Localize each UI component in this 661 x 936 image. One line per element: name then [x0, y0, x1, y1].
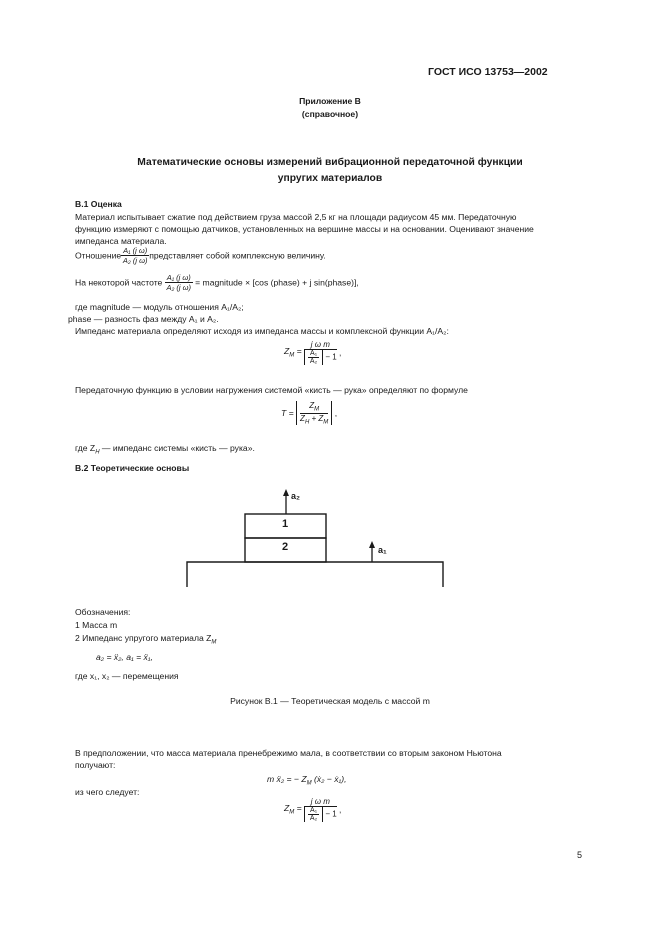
label-block1: 1	[282, 518, 289, 530]
formula-impedance-final: $Z_M$ = j ω m $\frac{\text{A₁}}{\text{A₂}}$ − 1 ,	[284, 797, 342, 822]
arrow-a1-head	[369, 541, 375, 548]
section1-paragraph-line2: функцию измеряют с помощью датчиков, установленных на вершине массы и на основании. Оценивают значение	[75, 224, 534, 234]
formula1-lhs: $Z_M$ =	[284, 346, 302, 359]
formula3-denominator: $\frac{\text{A₁}}{\text{A₂}}$ − 1	[304, 807, 337, 822]
formula1-numerator: j ω m	[304, 340, 337, 350]
appendix-subtitle: (справочное)	[301, 109, 359, 119]
legend-item-2: 2 Импеданс упругого материала $Z_M$	[75, 633, 217, 646]
formula-transfer: T = $\frac{Z_M}{Z_H + Z_M}$ ,	[281, 401, 338, 426]
section1-paragraph-line3: импеданса материала.	[75, 236, 167, 246]
section1-heading: В.1 Оценка	[75, 199, 122, 209]
theoretical-model-diagram	[180, 484, 450, 589]
label-a2: a₂	[291, 491, 301, 501]
newton-paragraph-line2: получают:	[75, 760, 116, 770]
transfer-text: Передаточную функцию в условии нагружения системой «кисть — рука» определяют по формуле	[75, 385, 468, 395]
freq-denominator: A₂ (j ω)	[166, 283, 192, 292]
freq-numerator: A₁ (j ω)	[166, 273, 191, 282]
newton-paragraph-line1: В предположении, что масса материала пренебрежимо мала, в соответствии со вторым законом Ньютона	[75, 748, 502, 758]
ratio-fraction	[121, 246, 149, 265]
newton-equation: m ẍ₂ = − $Z_M$ (ẋ₂ − ẋ₁),	[267, 774, 347, 787]
follows-text: из чего следует:	[75, 787, 140, 797]
where-displacements: где x₁, x₂ — перемещения	[75, 671, 179, 681]
section1-paragraph-line1: Материал испытывает сжатие под действием груза массой 2,5 кг на площади радиусом 45 мм. Передаточную	[75, 212, 517, 222]
arrow-a2-head	[283, 489, 289, 496]
formula2-lhs: T =	[281, 408, 294, 419]
label-block2: 2	[282, 541, 289, 553]
freq-prefix: На некоторой частоте	[75, 277, 163, 288]
document-code: ГОСТ ИСО 13753—2002	[428, 66, 548, 78]
ratio-denominator: A₂ (j ω)	[122, 256, 148, 265]
formula2-abs: $\frac{Z_M}{Z_H + Z_M}$	[296, 401, 332, 425]
legend-item-1: 1 Масса m	[75, 620, 118, 630]
figure-caption: Рисунок В.1 — Теоретическая модель с массой m	[230, 696, 430, 706]
where-phase: phase — разность фаз между A₁ и A₂.	[68, 314, 219, 324]
impedance-text: Импеданс материала определяют исходя из импеданса массы и комплексной функции A₁/A₂:	[75, 326, 449, 336]
formula3-fraction	[304, 797, 337, 822]
formula3-numerator: j ω m	[304, 797, 337, 807]
ratio-suffix: представляет собой комплексную величину.	[149, 250, 326, 261]
freq-fraction	[165, 273, 193, 292]
formula1-fraction	[304, 340, 337, 365]
ratio-numerator: A₁ (j ω)	[123, 246, 148, 255]
label-a1: a₁	[378, 545, 387, 555]
main-title-line1: Математические основы измерений вибрационной передаточной функции	[137, 157, 523, 168]
main-title-line2: упругих материалов	[277, 173, 383, 184]
legend-title: Обозначения:	[75, 607, 131, 617]
where-zh: где $Z_H$ — импеданс системы «кисть — рука».	[75, 443, 255, 456]
freq-rhs: = magnitude × [cos (phase) + j sin(phase)],	[195, 277, 359, 288]
formula-impedance: $Z_M$ = j ω m $\frac{\text{A₁}}{\text{A₂}}$ − 1 ,	[284, 340, 342, 365]
frequency-statement	[75, 273, 359, 299]
formula1-denominator: $\frac{\text{A₁}}{\text{A₂}}$ − 1	[304, 350, 337, 365]
where-magnitude: где magnitude — модуль отношения A₁/A₂;	[75, 302, 244, 312]
page-number: 5	[577, 850, 583, 860]
section2-heading: В.2 Теоретические основы	[75, 463, 190, 473]
formula3-lhs: $Z_M$ =	[284, 803, 302, 816]
base-plate	[187, 562, 443, 587]
ratio-statement	[75, 246, 326, 272]
acceleration-equation: a₂ = ẍ₂, a₁ = ẍ₁,	[96, 652, 153, 662]
appendix-title: Приложение В	[299, 96, 361, 106]
ratio-prefix: Отношение	[75, 250, 122, 261]
